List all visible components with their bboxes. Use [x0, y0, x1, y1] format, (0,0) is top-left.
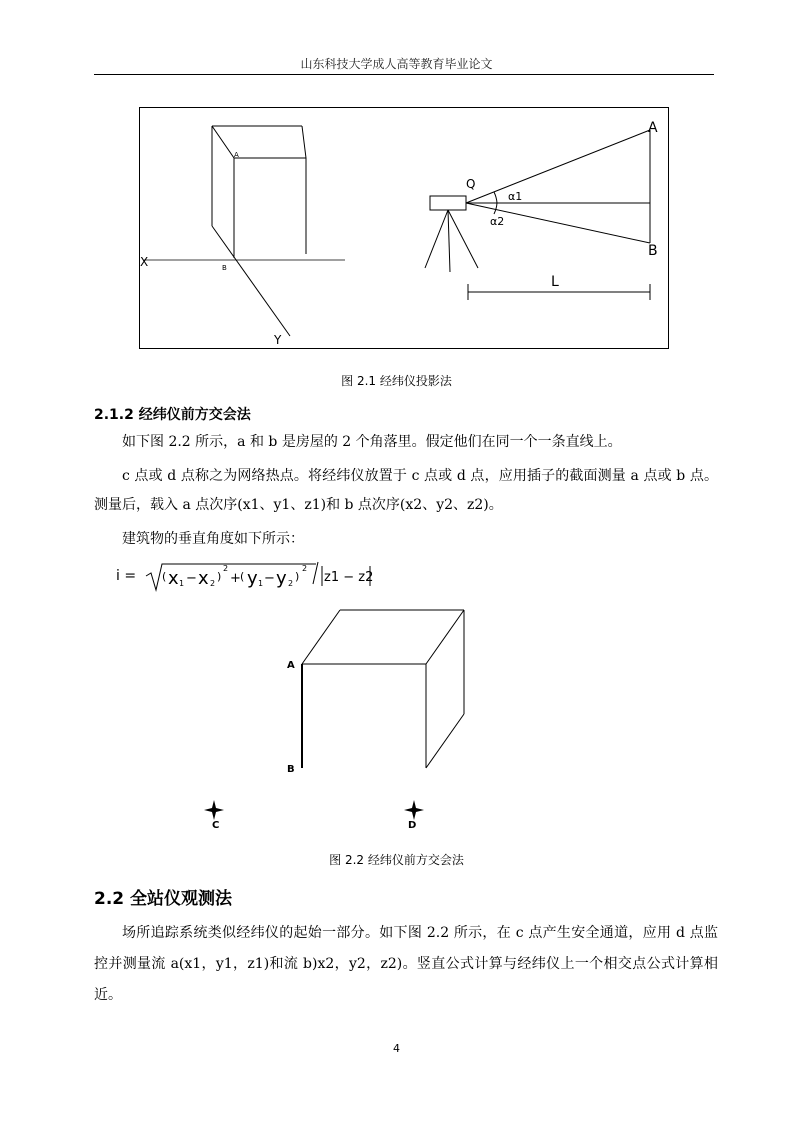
fig2-label-b: B [287, 764, 295, 775]
fig2-label-a: A [287, 660, 295, 671]
figure-2-2-caption: 图 2.2 经纬仪前方交会法 [329, 853, 464, 867]
section-heading-2-2: 2.2 全站仪观测法 [94, 889, 233, 909]
fig1-label-b: B [222, 264, 227, 272]
fig1-label-alpha1: α1 [508, 190, 523, 203]
formula-i [116, 560, 386, 594]
formula-x2: x [198, 568, 209, 589]
station-markers [200, 798, 430, 822]
page-header: 山东科技大学成人高等教育毕业论文 [300, 57, 493, 71]
formula-x-square: 2 [223, 564, 229, 573]
svg-text:(: ( [162, 570, 167, 583]
formula-y2-sub: 2 [288, 579, 294, 588]
svg-text:+: + [230, 571, 241, 586]
formula-drawing [116, 560, 386, 594]
section-heading-2-1-2: 2.1.2 经纬仪前方交会法 [94, 407, 251, 423]
formula-y1: y [247, 568, 258, 589]
fig1-label-q: Q [466, 177, 476, 191]
station-c-marker [204, 800, 224, 820]
paragraph-4: 场所追踪系统类似经纬仪的起始一部分。如下图 2.2 所示，在 c 点产生安全通道，应用 d 点监控并测量流 a(x1，y1，z1)和流 b)x2，y2，z2)。竖直公式计算与经纬仪上一个相交点公式计算相近。 [94, 925, 718, 1003]
fig1-label-y: Y [274, 333, 282, 347]
fig1-label-l: L [551, 274, 559, 290]
paragraph-3: 建筑物的垂直角度如下所示： [122, 531, 304, 547]
svg-text:(: ( [240, 570, 245, 583]
fig2-label-d: D [408, 820, 417, 831]
svg-text:): ) [217, 570, 222, 583]
header-divider [94, 74, 714, 75]
figure-2-1-caption: 图 2.1 经纬仪投影法 [341, 374, 452, 388]
formula-x2-sub: 2 [210, 579, 216, 588]
svg-text:): ) [295, 570, 300, 583]
fig1-label-a: A [234, 151, 239, 159]
fig1-label-alpha2: α2 [490, 215, 505, 228]
station-d-marker [404, 800, 424, 820]
paragraph-2: c 点或 d 点称之为网络热点。将经纬仪放置于 c 点或 d 点，应用插子的截面测量 a 点或 b 点。测量后，载入 a 点次序(x1、y1、z1)和 b 点次序(x2、y2、z2)。 [94, 468, 718, 513]
page-number: 4 [393, 1042, 400, 1055]
formula-x1-sub: 1 [179, 579, 185, 588]
formula-y2: y [276, 568, 287, 589]
svg-text:−: − [186, 571, 197, 586]
paragraph-1: 如下图 2.2 所示，a 和 b 是房屋的 2 个角落里。假定他们在同一个一条直线上。 [122, 434, 622, 450]
formula-abs-value: z1 − z2 [324, 570, 374, 585]
fig1-label-big-a: A [648, 120, 658, 136]
svg-text:−: − [264, 571, 275, 586]
fig1-label-big-b: B [648, 243, 658, 259]
formula-x1: x [168, 568, 179, 589]
formula-y1-sub: 1 [258, 579, 264, 588]
fig2-label-c: C [212, 820, 220, 831]
fig1-label-x: X [140, 255, 149, 269]
figure-2-1-drawing [140, 108, 668, 348]
figure-2-1 [139, 107, 669, 349]
formula-y-square: 2 [302, 564, 308, 573]
formula-lhs: i = [116, 568, 137, 584]
